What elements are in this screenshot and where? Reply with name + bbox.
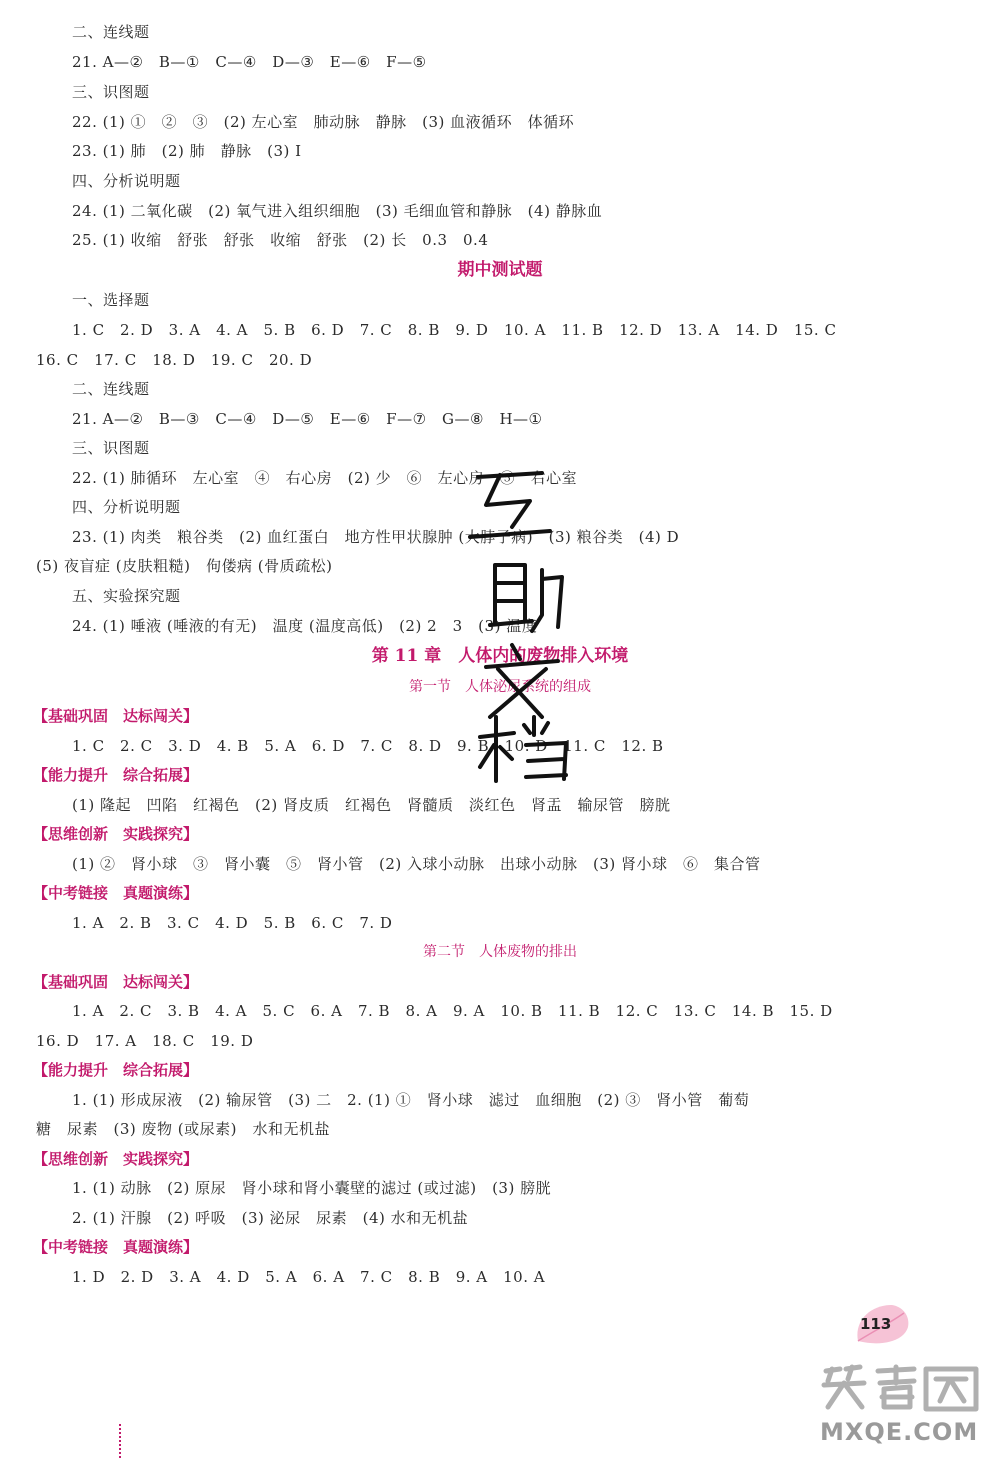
chapter-title: 第 11 章 人体内的废物排入环境 xyxy=(371,646,629,666)
section-tag: 【能力提升 综合拓展】 xyxy=(33,1061,199,1079)
answer-line: 16. D 17. A 18. C 19. D xyxy=(36,1032,254,1050)
heading-analysis: 四、分析说明题 xyxy=(72,172,181,190)
answer-line: 21. A—② B—① C—④ D—③ E—⑥ F—⑤ xyxy=(72,53,427,71)
answer-line: 1. A 2. B 3. C 4. D 5. B 6. C 7. D xyxy=(72,914,393,932)
heading-matching: 二、连线题 xyxy=(72,23,150,41)
section-title: 第二节 人体废物的排出 xyxy=(423,944,577,960)
answer-line: (1) 隆起 凹陷 红褐色 (2) 肾皮质 红褐色 肾髓质 淡红色 肾盂 输尿管 膀胱 xyxy=(72,796,671,814)
answer-line: 23. (1) 肉类 粮谷类 (2) 血红蛋白 地方性甲状腺肿 (大脖子病) (3) 粮谷类 (4) D xyxy=(72,528,680,546)
answer-line: (1) ② 肾小球 ③ 肾小囊 ⑤ 肾小管 (2) 入球小动脉 出球小动脉 (3) 肾小球 ⑥ 集合管 xyxy=(72,855,761,873)
page-number-badge xyxy=(852,1301,912,1347)
section-tag: 【能力提升 综合拓展】 xyxy=(33,766,199,784)
answer-line: 1. C 2. C 3. D 4. B 5. A 6. D 7. C 8. D 9. B 10. D 11. C 12. B xyxy=(72,737,664,755)
section-tag: 【基础巩固 达标闯关】 xyxy=(33,973,199,991)
heading-choice: 一、选择题 xyxy=(72,291,150,309)
heading-diagram: 三、识图题 xyxy=(72,439,150,457)
heading-experiment: 五、实验探究题 xyxy=(72,587,181,605)
answer-line: 21. A—② B—③ C—④ D—⑤ E—⑥ F—⑦ G—⑧ H—① xyxy=(72,410,543,428)
answer-line: 22. (1) ① ② ③ (2) 左心室 肺动脉 静脉 (3) 血液循环 体循环 xyxy=(72,113,575,131)
answer-line: 1. A 2. C 3. B 4. A 5. C 6. A 7. B 8. A 9. A 10. B 11. B 12. C 13. C 14. B 15. D xyxy=(72,1002,833,1020)
answer-line: 24. (1) 二氧化碳 (2) 氧气进入组织细胞 (3) 毛细血管和静脉 (4) 静脉血 xyxy=(72,202,603,220)
section-tag: 【中考链接 真题演练】 xyxy=(33,884,199,902)
watermark-url: MXQE.COM xyxy=(820,1418,979,1446)
section-tag: 【思维创新 实践探究】 xyxy=(33,825,199,843)
answer-line: (5) 夜盲症 (皮肤粗糙) 佝偻病 (骨质疏松) xyxy=(36,557,333,575)
answer-line: 23. (1) 肺 (2) 肺 静脉 (3) Ⅰ xyxy=(72,142,302,160)
section-title: 第一节 人体泌尿系统的组成 xyxy=(409,679,591,695)
answer-line: 24. (1) 唾液 (唾液的有无) 温度 (温度高低) (2) 2 3 (3) 温度 xyxy=(72,617,538,635)
watermark-logo xyxy=(818,1363,988,1413)
answer-line: 22. (1) 肺循环 左心室 ④ 右心房 (2) 少 ⑥ 左心房 ⑤ 右心室 xyxy=(72,469,578,487)
answer-line: 2. (1) 汗腺 (2) 呼吸 (3) 泌尿 尿素 (4) 水和无机盐 xyxy=(72,1209,469,1227)
midterm-title: 期中测试题 xyxy=(457,260,543,280)
handwritten-signature xyxy=(450,455,590,785)
heading-diagram: 三、识图题 xyxy=(72,83,150,101)
section-tag: 【中考链接 真题演练】 xyxy=(33,1238,199,1256)
page-number: 113 xyxy=(860,1315,892,1333)
answer-line: 1. (1) 动脉 (2) 原尿 肾小球和肾小囊壁的滤过 (或过滤) (3) 膀胱 xyxy=(72,1179,552,1197)
answer-line: 25. (1) 收缩 舒张 舒张 收缩 舒张 (2) 长 0.3 0.4 xyxy=(72,231,489,249)
answer-line: 1. (1) 形成尿液 (2) 输尿管 (3) 二 2. (1) ① 肾小球 滤过 血细胞 (2) ③ 肾小管 葡萄 xyxy=(72,1091,750,1109)
dotted-divider xyxy=(119,1424,124,1458)
answer-line: 16. C 17. C 18. D 19. C 20. D xyxy=(36,351,313,369)
heading-analysis: 四、分析说明题 xyxy=(72,498,181,516)
answer-line: 1. C 2. D 3. A 4. A 5. B 6. D 7. C 8. B 9. D 10. A 11. B 12. D 13. A 14. D 15. C xyxy=(72,321,837,339)
heading-matching: 二、连线题 xyxy=(72,380,150,398)
answer-line: 1. D 2. D 3. A 4. D 5. A 6. A 7. C 8. B 9. A 10. A xyxy=(72,1268,546,1286)
answer-line: 糖 尿素 (3) 废物 (或尿素) 水和无机盐 xyxy=(36,1120,330,1138)
section-tag: 【思维创新 实践探究】 xyxy=(33,1150,199,1168)
section-tag: 【基础巩固 达标闯关】 xyxy=(33,707,199,725)
